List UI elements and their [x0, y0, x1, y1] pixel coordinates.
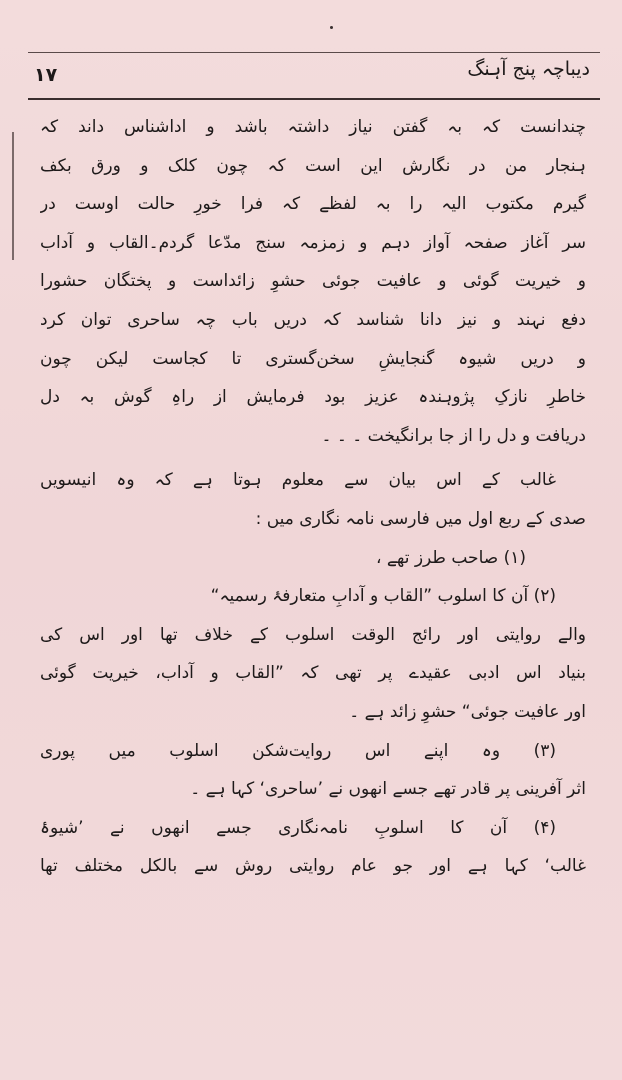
- list-item-2-continued: والے روایتی اور رائج الوقت اسلوب کے خلاف تھا اور اس کی: [40, 624, 586, 645]
- list-item-2-continued: اور عافیت جوئی“ حشوِ زائد ہے ۔: [349, 701, 586, 722]
- list-item-3: (۳) وہ اپنے اس روایت‌شکن اسلوب میں پوری: [40, 740, 556, 761]
- page-number: ۱۷: [34, 64, 58, 86]
- quote-line: خاطرِ نازکِ پژوہندہ عزیز بود فرمایش از راہِ گوش بہ دل: [40, 387, 586, 408]
- header-rule-bottom: [28, 98, 600, 100]
- page-header: [28, 52, 600, 102]
- quote-line: و خیریت گوئی و عافیت جوئی حشوِ زائداست و پختگان حشورا: [40, 271, 586, 292]
- quote-line: سر آغاز صفحہ آواز دہم و زمزمہ سنج مدّعا گردم۔القاب و آداب: [40, 232, 586, 253]
- page-body: [40, 108, 586, 886]
- print-speck: [330, 26, 333, 29]
- header-rule-top: [28, 52, 600, 53]
- commentary-intro-line: غالب کے اس بیان سے معلوم ہوتا ہے کہ وہ انیسویں: [40, 470, 556, 491]
- list-item-2: (۲) آن کا اسلوب ”القاب و آدابِ متعارفۂ رسمیہ“: [210, 586, 556, 607]
- quote-line: چندانست کہ بہ گفتن نیاز داشتہ باشد و اداشناس داند کہ: [40, 117, 586, 137]
- quote-line-last: دریافت و دل را از جا برانگیخت ۔ ۔ ۔: [321, 425, 586, 446]
- list-item-1: (۱) صاحب طرز تھے ،: [376, 547, 526, 568]
- list-item-3-continued: اثر آفرینی پر قادر تھے جسے انھوں نے ’ساحری‘ کہا ہے ۔: [190, 779, 586, 800]
- list-item-4-continued: غالب‘ کہا ہے اور جو عام روایتی روش سے بالکل مختلف تھا: [40, 856, 586, 877]
- list-item-2-continued: بنیاد اس ادبی عقیدے پر تھی کہ ”القاب و آداب، خیریت گوئی: [40, 663, 586, 684]
- margin-pencil-mark: [12, 132, 14, 260]
- quote-line: و دریں شیوہ گنجایشِ سخن‌گستری تا کجاست لیکن چون: [40, 348, 586, 369]
- list-item-4: (۴) آن کا اسلوبِ نامہ‌نگاری جسے انھوں نے ’شیوۂ: [40, 817, 556, 838]
- quote-line: دفع نہند و نیز دانا شناسد کہ دریں باب چہ ساحری توان کرد: [40, 309, 586, 330]
- quote-line: گیرم مکتوب الیہ را بہ لفظے کہ فرا خورِ حالت اوست در: [40, 194, 586, 215]
- commentary-intro-line: صدی کے ربع اول میں فارسی نامہ نگاری میں :: [255, 508, 586, 529]
- quote-line: ہنجار من در نگارش این است کہ چون کلک و ورق بکف: [40, 155, 586, 176]
- running-title: دیباچہ پنج آہنگ: [467, 58, 590, 80]
